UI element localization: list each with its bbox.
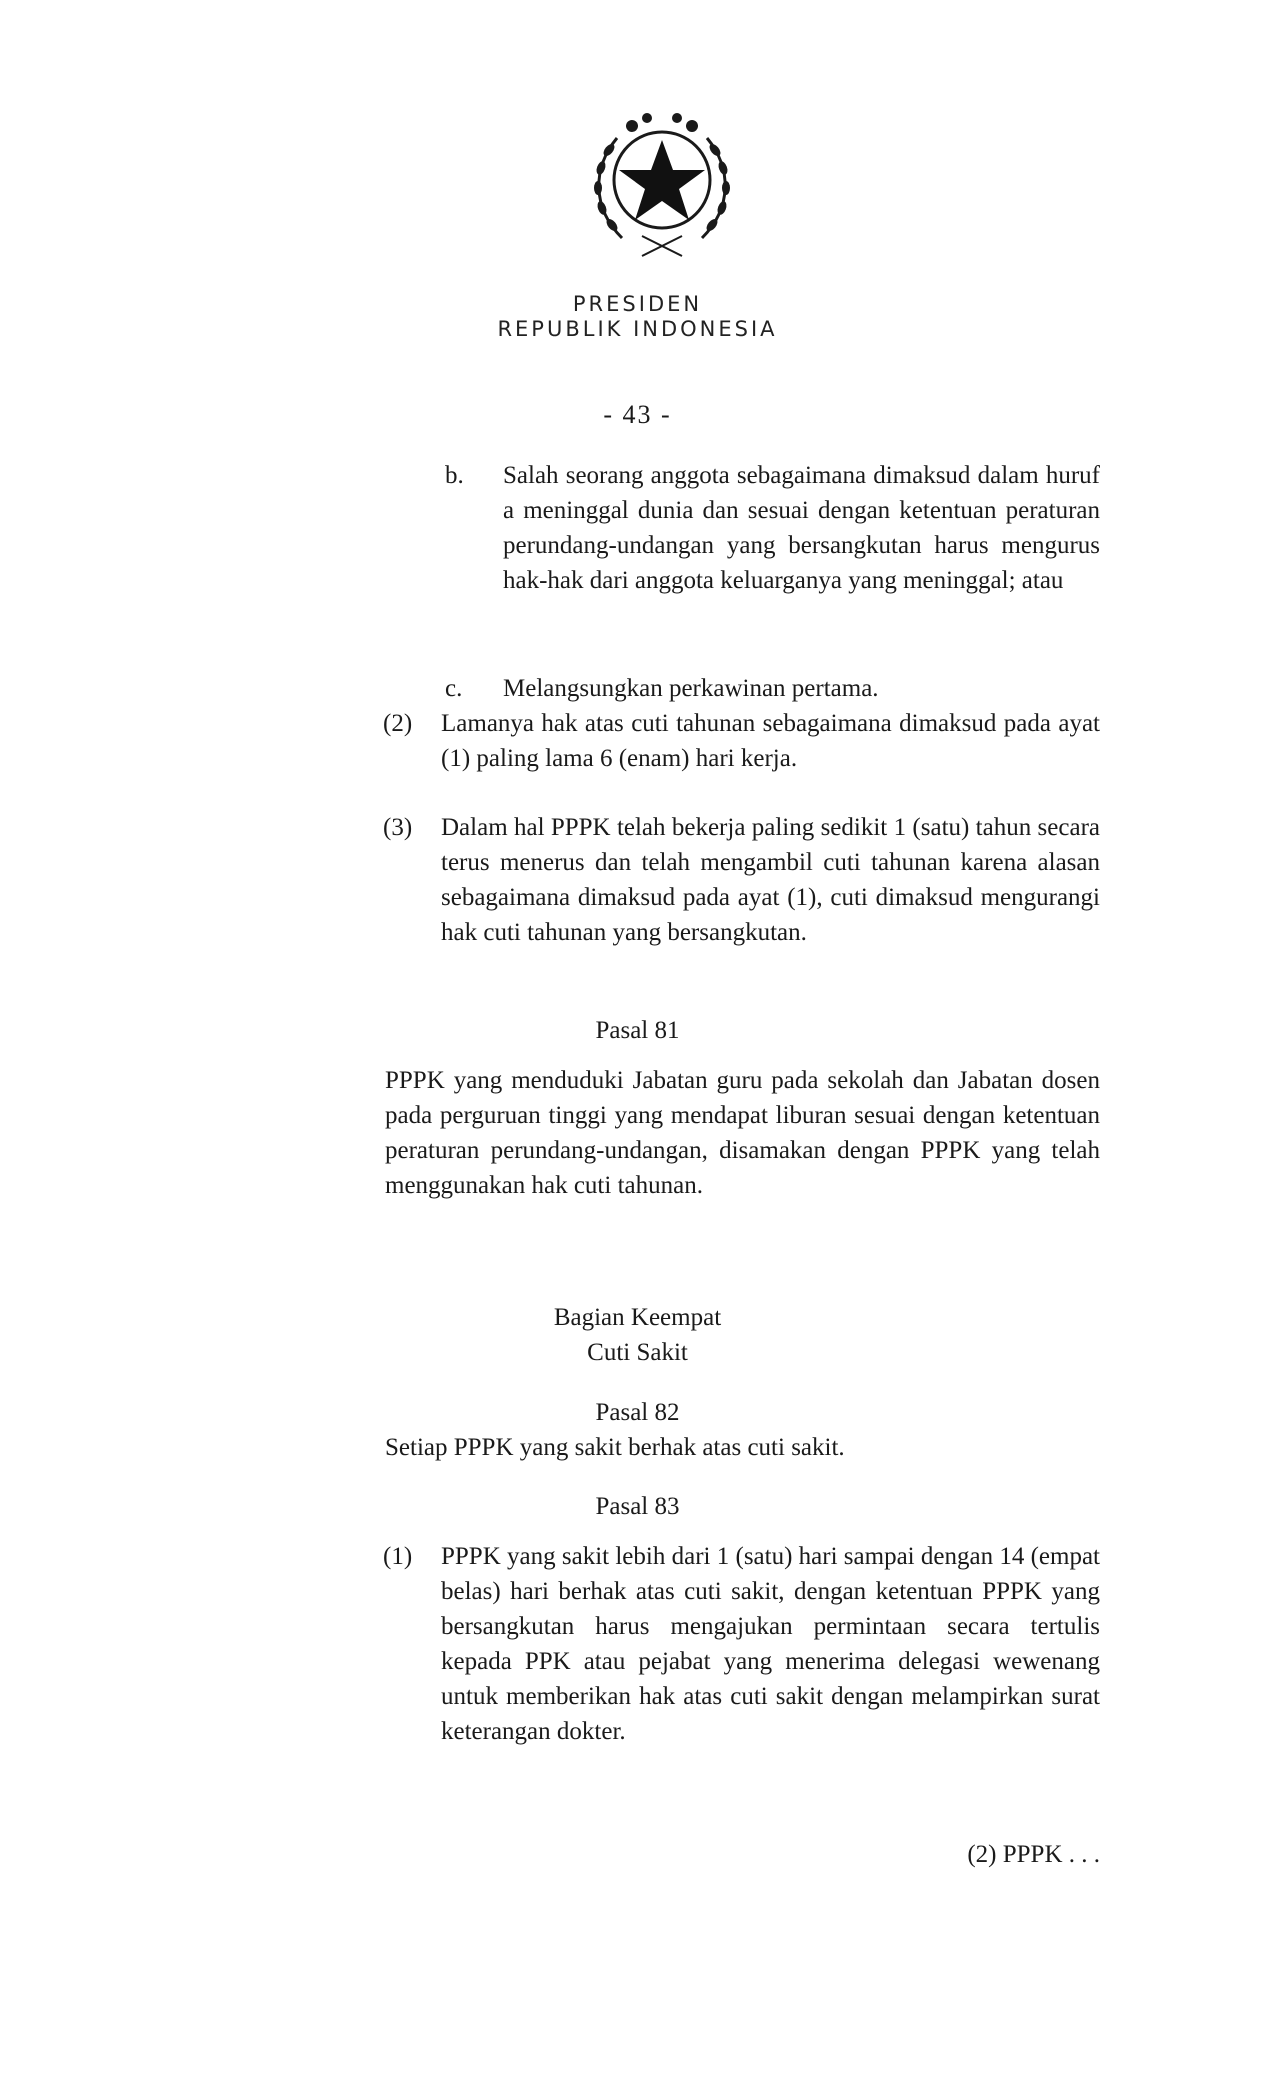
- page-number: - 43 -: [603, 400, 672, 429]
- item-text: Salah seorang anggota sebagaimana dimaksud dalam huruf a meninggal dunia dan sesuai dengan ketentuan peraturan perundang-undangan yang bersangkutan harus mengurus hak-hak dari anggota keluarganya yang meninggal; atau: [503, 462, 1100, 594]
- ayat-marker: (1): [383, 1543, 413, 1570]
- ayat-text: Dalam hal PPPK telah bekerja paling sedikit 1 (satu) tahun secara terus menerus dan telah mengambil cuti tahunan karena alasan sebagaimana dimaksud pada ayat (1), cuti dimaksud mengurangi hak cuti tahunan yang bersangkutan.: [441, 814, 1100, 946]
- ayat-marker: (3): [383, 814, 413, 841]
- header-president: PRESIDEN: [572, 292, 703, 316]
- header-republic: REPUBLIK INDONESIA: [497, 317, 778, 341]
- ayat-3: [383, 810, 1100, 950]
- item-marker: b.: [445, 462, 464, 489]
- ayat-marker: (2): [383, 710, 413, 737]
- list-item-b: [445, 458, 1100, 598]
- ayat-text: Lamanya hak atas cuti tahunan sebagaimana dimaksud pada ayat (1) paling lama 6 (enam) hari kerja.: [441, 710, 1100, 772]
- ayat-2: [383, 706, 1100, 776]
- section-title: Cuti Sakit: [587, 1339, 688, 1366]
- pasal-81-title: Pasal 81: [595, 1017, 680, 1044]
- pasal-83-ayat-1: [383, 1539, 1100, 1749]
- continuation-catchword: (2) PPPK . . .: [967, 1841, 1100, 1868]
- pasal-82-title: Pasal 82: [595, 1399, 680, 1426]
- item-text: Melangsungkan perkawinan pertama.: [503, 675, 879, 702]
- ayat-text: PPPK yang sakit lebih dari 1 (satu) hari sampai dengan 14 (empat belas) hari berhak atas cuti sakit, dengan ketentuan PPPK yang bersangkutan harus mengajukan permintaan secara tertulis kepada PPK atau pejabat yang menerima delegasi wewenang untuk memberikan hak atas cuti sakit dengan melampirkan surat keterangan dokter.: [441, 1543, 1100, 1745]
- pasal-82-text: Setiap PPPK yang sakit berhak atas cuti sakit.: [385, 1434, 845, 1461]
- pasal-81-text: PPPK yang menduduki Jabatan guru pada sekolah dan Jabatan dosen pada perguruan tinggi yang mendapat liburan sesuai dengan ketentuan peraturan perundang-undangan, disamakan dengan PPPK yang telah menggunakan hak cuti tahunan.: [385, 1067, 1100, 1199]
- item-marker: c.: [445, 675, 463, 702]
- garuda-star-emblem-icon: [577, 98, 747, 263]
- section-label: Bagian Keempat: [553, 1304, 722, 1331]
- list-item-c: [445, 671, 1100, 706]
- pasal-83-title: Pasal 83: [595, 1493, 680, 1520]
